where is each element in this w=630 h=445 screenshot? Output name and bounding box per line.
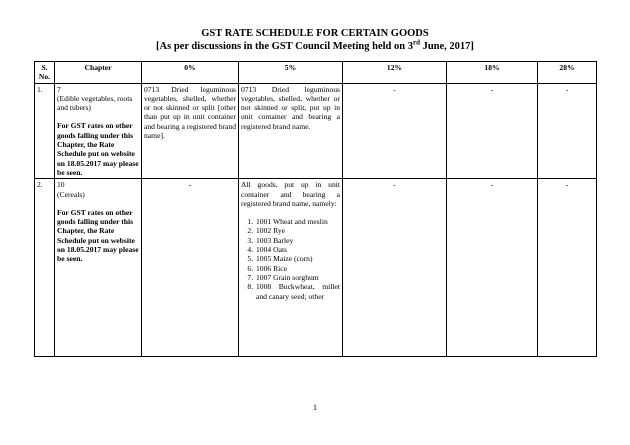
cell-rate-5: 0713 Dried leguminous vegetables, shelled, whether or not skinned or split, put up in unit container and bearing a registered brand name.	[239, 83, 343, 179]
header-rate-0: 0%	[142, 62, 239, 84]
cell-rate-0: -	[142, 179, 239, 357]
chapter-number: 7	[57, 84, 61, 94]
table-header-row	[35, 62, 597, 84]
list-item: 5. 1005 Maize (corn)	[255, 254, 340, 263]
header-rate-12: 12%	[343, 62, 447, 84]
chapter-note: For GST rates on other goods falling under this Chapter, the Rate Schedule put on website on 18.05.2017 may please be seen.	[57, 207, 139, 264]
cell-sno: 2.	[35, 179, 55, 357]
table-row	[35, 83, 597, 179]
chapter-name: (Edible vegetables, roots and tubers)	[57, 93, 133, 113]
cell-rate-18: -	[447, 179, 538, 357]
cell-rate-12: -	[343, 83, 447, 179]
cell-rate-28: -	[538, 179, 597, 357]
cell-rate-28: -	[538, 83, 597, 179]
cell-rate-12: -	[343, 179, 447, 357]
cell-chapter	[55, 179, 142, 357]
header-rate-5: 5%	[239, 62, 343, 84]
rate-schedule-table	[34, 61, 597, 357]
header-chapter: Chapter	[55, 62, 142, 84]
subtitle-text-end: June, 2017]	[419, 41, 474, 52]
chapter-number: 10	[57, 180, 65, 190]
document-title: GST RATE SCHEDULE FOR CERTAIN GOODS	[201, 28, 429, 39]
cell-chapter	[55, 83, 142, 179]
list-item: 7. 1007 Grain sorghum	[255, 273, 340, 282]
list-item: 2. 1002 Rye	[255, 226, 340, 235]
header-sno: S. No.	[35, 62, 55, 84]
document-subtitle	[0, 40, 630, 53]
subtitle-text: [As per discussions in the GST Council Meeting held on 3	[156, 41, 413, 52]
cell-rate-0: 0713 Dried leguminous vegetables, shelled, whether or not skinned or split [other than put up in unit container and bearing a registered brand name].	[142, 83, 239, 179]
header-rate-28: 28%	[538, 62, 597, 84]
cell-sno: 1.	[35, 83, 55, 179]
cell-rate-5	[239, 179, 343, 357]
list-item: 1. 1001 Wheat and meslin	[255, 217, 340, 226]
list-item: 8. 1008 Buckwheat, millet and canary seed; other	[255, 282, 340, 301]
header-rate-18: 18%	[447, 62, 538, 84]
rate-5-intro: All goods, put up in unit container and bearing a registered brand name, namely:	[241, 180, 340, 208]
list-item: 6. 1006 Rice	[255, 264, 340, 273]
tariff-item-list	[241, 217, 340, 301]
page-number: 1	[313, 403, 317, 412]
table-row	[35, 179, 597, 357]
list-item: 3. 1003 Barley	[255, 236, 340, 245]
subtitle-superscript: rd	[412, 38, 420, 47]
list-item: 4. 1004 Oats	[255, 245, 340, 254]
chapter-name: (Cereals)	[57, 189, 85, 199]
chapter-note: For GST rates on other goods falling under this Chapter, the Rate Schedule put on website on 18.05.2017 may please be seen.	[57, 121, 139, 177]
cell-rate-18: -	[447, 83, 538, 179]
